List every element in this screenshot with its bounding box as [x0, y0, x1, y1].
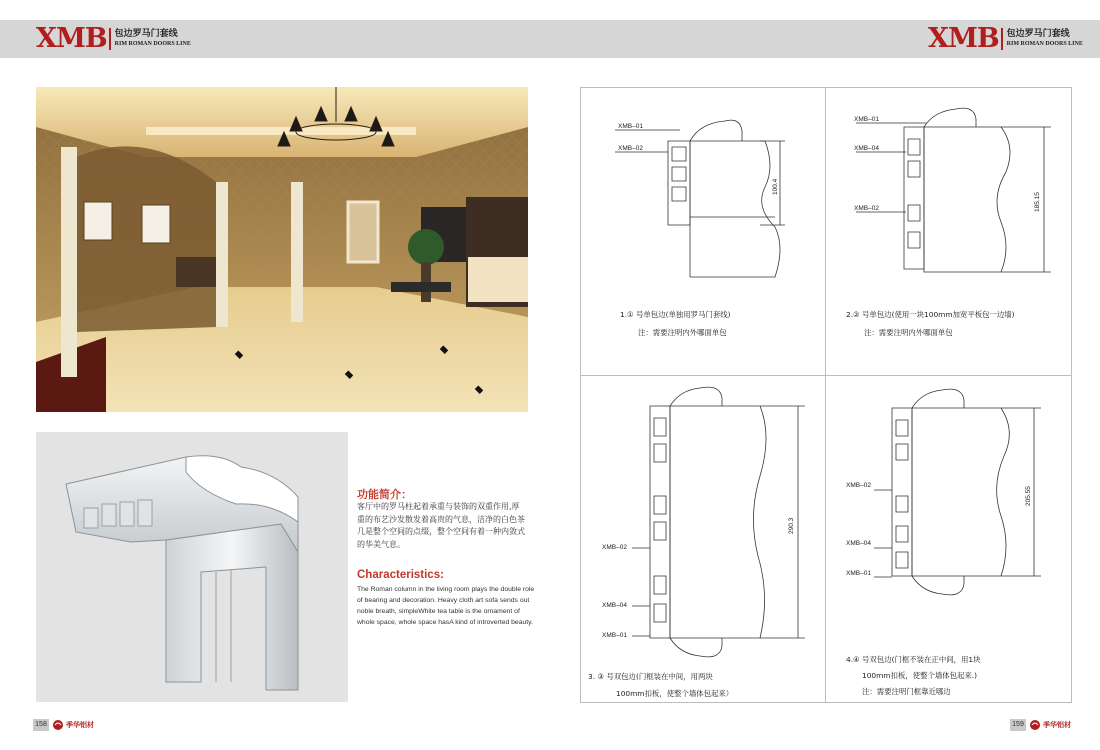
dimension-value: 290.3: [788, 517, 795, 534]
brand-title-en: RIM ROMAN DOORS LINE: [1006, 41, 1083, 47]
footer-right: [1010, 718, 1071, 732]
intro-body-cn: 客厅中的罗马柱起着承重与装饰的双重作用,厚重的布艺沙发散发着高贵的气息，洁净的白色茶几是整个空间的点缀，整个空间有着一种内敛式的华美气息。: [357, 502, 525, 549]
diagram-caption: 4.④ 号双包边(门框不装在正中间，用1块: [846, 655, 981, 664]
diagram-label: XMB–04: [602, 602, 627, 609]
footer-brand: [1029, 718, 1071, 732]
diagram-note: 100mm扣板，使整个墙体包起来）: [616, 689, 734, 698]
diagram-label: XMB–01: [602, 632, 627, 639]
diagram-caption: 2.② 号单包边(使用一块100mm加宽平板包一边墙): [846, 310, 1015, 319]
diagram-label: XMB–02: [602, 544, 627, 551]
brand-logo: XMB: [928, 23, 999, 54]
brand-logo: XMB: [36, 23, 107, 54]
brand-divider: [109, 28, 111, 50]
diagram-4: [826, 376, 1072, 703]
diagram-3: [580, 376, 825, 703]
footer-brand: [52, 718, 94, 732]
footer-left: [33, 718, 94, 732]
diagram-2: [826, 87, 1072, 375]
diagram-label: XMB–01: [854, 116, 879, 123]
page-number: 159: [1010, 719, 1026, 731]
diagram-note: 注：需要注明门框靠近哪边: [862, 687, 951, 696]
diagram-caption: 3. ③ 号双包边(门框装在中间，用两块: [588, 672, 713, 681]
brand-mark-icon: [52, 719, 64, 731]
dimension-value: 100.4: [772, 178, 779, 195]
diagram-label: XMB–04: [846, 540, 871, 547]
diagram-label: XMB–04: [854, 145, 879, 152]
product-render: [36, 432, 348, 702]
diagram-label: XMB–01: [618, 123, 643, 130]
page-number: 158: [33, 719, 49, 731]
header-bar: [0, 20, 1100, 58]
dimension-value: 205.55: [1025, 486, 1032, 506]
diagram-caption: 1.① 号单包边(单独用罗马门套线): [620, 310, 731, 319]
diagram-label: XMB–01: [846, 570, 871, 577]
brand-left: [36, 24, 191, 54]
footer-brand-name: 季华铝材: [66, 721, 94, 729]
footer-brand-name: 季华铝材: [1043, 721, 1071, 729]
dimension-value: 185.15: [1034, 192, 1041, 212]
brand-title-cn: 包边罗马门套线: [1006, 29, 1070, 39]
brand-mark-icon: [1029, 719, 1041, 731]
diagram-1: [580, 87, 825, 375]
brand-title-en: RIM ROMAN DOORS LINE: [114, 41, 191, 47]
intro-title-cn: 功能简介：: [357, 488, 412, 501]
diagram-3-drawing: [580, 376, 825, 703]
intro-body-en: The Roman column in the living room plays the double role of bearing and decoration. Heavy cloth art sofa sends out noble breath, simpleWhite tea table is the ornament of whole space, whole space hasA kind of introverted beauty.: [357, 586, 535, 626]
diagram-note: 注：需要注明内外哪面单包: [638, 328, 727, 337]
diagram-label: XMB–02: [854, 205, 879, 212]
brand-right: [928, 24, 1083, 54]
brand-divider: [1001, 28, 1003, 50]
interior-photo: [36, 87, 528, 412]
intro-title-en: Characteristics:: [357, 569, 444, 581]
diagram-note: 注：需要注明内外哪面单包: [864, 328, 953, 337]
diagram-label: XMB–02: [618, 145, 643, 152]
brand-title-cn: 包边罗马门套线: [114, 29, 178, 39]
diagram-label: XMB–02: [846, 482, 871, 489]
diagram-caption-2: 100mm扣板，使整个墙体包起来.): [862, 671, 978, 680]
